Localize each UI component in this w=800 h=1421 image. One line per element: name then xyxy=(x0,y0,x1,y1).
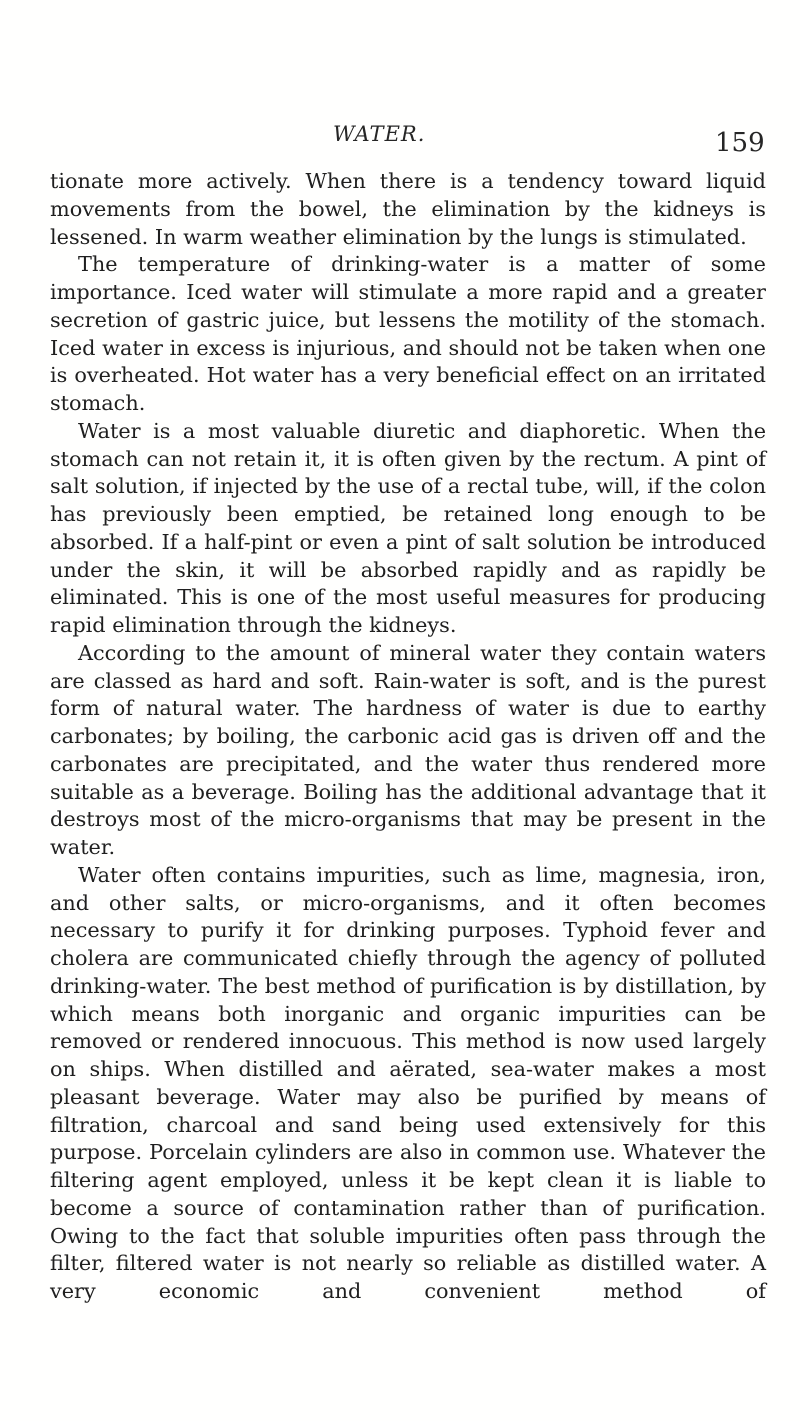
body-text xyxy=(50,168,766,1306)
paragraph-hard-soft: According to the amount of mineral water they contain waters are classed as hard and soft. Rain-water is soft, and is the purest form of natural water. The hardness of water is due to earthy carbonates; by boiling, the carbonic acid gas is driven off and the carbonates are precipitated, and the water thus rendered more suitable as a beverage. Boiling has the additional advantage that it destroys most of the micro-organisms that may be present in the water. xyxy=(50,640,766,859)
running-head: WATER. xyxy=(333,122,426,146)
paragraph-continuation: tionate more actively. When there is a tendency toward liquid movements from the bowel, the elimination by the kidneys is lessened. In warm weather elimination by the lungs is stimulated. xyxy=(50,169,766,249)
paragraph-impurities: Water often contains impurities, such as lime, magnesia, iron, and other salts, or micro-organisms, and it often becomes necessary to purify it for drinking purposes. Typhoid fever and cholera are communicated chiefly through the agency of polluted drinking-water. The best method of purification is by distillation, by which means both inorganic and organic impurities can be removed or rendered innocuous. This method is now used largely on ships. When distilled and aërated, sea-water makes a most pleasant beverage. Water may also be purified by means of filtration, charcoal and sand being used extensively for this purpose. Porcelain cylinders are also in common use. Whatever the filtering agent employed, unless it be kept clean it is liable to become a source of contamination rather than of purification. Owing to the fact that soluble impurities often pass through the filter, filtered water is not nearly so reliable as distilled water. A very economic and convenient method of xyxy=(50,862,766,1303)
page-number: 159 xyxy=(715,128,765,158)
paragraph-diuretic: Water is a most valuable diuretic and diaphoretic. When the stomach can not retain it, it is often given by the rectum. A pint of salt solution, if injected by the use of a rectal tube, will, if the colon has previously been emptied, be retained long enough to be absorbed. If a half-pint or even a pint of salt solution be introduced under the skin, it will be absorbed rapidly and as rapidly be eliminated. This is one of the most useful measures for producing rapid elimination through the kidneys. xyxy=(50,418,766,637)
paragraph-temperature: The temperature of drinking-water is a matter of some importance. Iced water will stimulate a more rapid and a greater secretion of gastric juice, but lessens the motility of the stomach. Iced water in excess is injurious, and should not be taken when one is overheated. Hot water has a very beneficial effect on an irritated stomach. xyxy=(50,252,766,415)
